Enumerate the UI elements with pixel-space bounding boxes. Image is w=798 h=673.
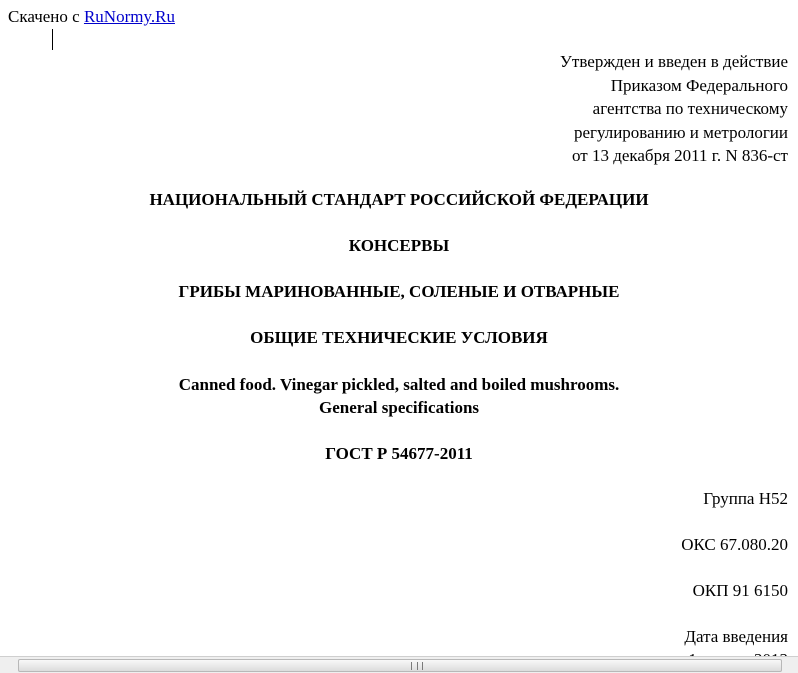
national-standard-heading: НАЦИОНАЛЬНЫЙ СТАНДАРТ РОССИЙСКОЙ ФЕДЕРАЦИИ bbox=[149, 190, 649, 209]
english-title-line-1: Canned food. Vinegar pickled, salted and boiled mushrooms. bbox=[178, 375, 620, 394]
category-heading: КОНСЕРВЫ bbox=[348, 236, 450, 255]
approval-line: регулированию и метрологии bbox=[573, 122, 788, 142]
source-line bbox=[8, 5, 175, 28]
okp-code: ОКП 91 6150 bbox=[692, 581, 788, 600]
english-title-line-2: General specifications bbox=[318, 398, 480, 417]
oks-code: ОКС 67.080.20 bbox=[681, 535, 788, 554]
grip-icon bbox=[411, 662, 423, 670]
date-label: Дата введения bbox=[684, 627, 788, 646]
group-code: Группа Н52 bbox=[703, 489, 788, 508]
approval-line: Приказом Федерального bbox=[610, 75, 788, 95]
runormy-link[interactable]: RuNormy.Ru bbox=[83, 7, 175, 26]
approval-line: Утвержден и введен в действие bbox=[559, 52, 788, 71]
gost-designation: ГОСТ Р 54677-2011 bbox=[325, 444, 473, 463]
text-cursor bbox=[52, 29, 53, 50]
horizontal-scrollbar[interactable] bbox=[0, 656, 798, 673]
standard-title: ГРИБЫ МАРИНОВАННЫЕ, СОЛЕНЫЕ И ОТВАРНЫЕ bbox=[178, 282, 620, 301]
scrollbar-thumb[interactable] bbox=[18, 659, 782, 672]
source-prefix: Скачено с bbox=[8, 7, 80, 26]
approval-block bbox=[560, 50, 788, 168]
standard-subtitle: ОБЩИЕ ТЕХНИЧЕСКИЕ УСЛОВИЯ bbox=[250, 328, 548, 347]
approval-line: от 13 декабря 2011 г. N 836-ст bbox=[571, 146, 788, 165]
approval-line: агентства по техническому bbox=[592, 99, 788, 118]
